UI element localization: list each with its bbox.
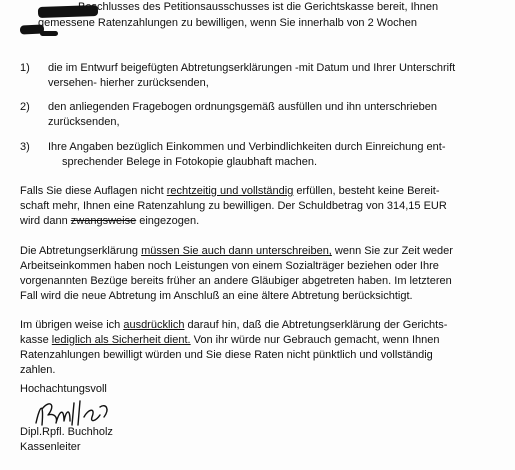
text-run: kasse [20,334,52,346]
paragraph-line: vorgenannten Bezüge bereits früher an andere Gläubiger abgetreten haben. Im letzteren [20,275,452,287]
signer-name: Dipl.Rpfl. Buchholz [20,426,113,438]
security-paragraph [20,318,447,378]
list-item-number: 1) [20,62,30,74]
struck-text: zwangsweise [70,215,137,227]
list-item-text: die im Entwurf beigefügten Abtretungserklärungen -mit Datum und Ihrer Unterschrift [48,62,456,74]
text-run: erfüllen, besteht keine Bereit- [293,185,440,197]
paragraph-line [20,318,447,333]
paragraph-line [20,244,453,259]
text-run: Die Abtretungserklärung [20,245,142,257]
text-run: wird dann [20,215,71,227]
paragraph-line: schaft mehr, Ihnen eine Ratenzahlung zu bewilligen. Der Schuldbetrag von 314,15 EUR [20,200,447,212]
text-run: eingezogen. [136,215,200,227]
closing-salutation: Hochachtungsvoll [20,383,107,395]
paragraph-line [20,184,447,199]
paragraph-line: zahlen. [20,364,56,376]
text-run: Falls Sie diese Auflagen nicht [20,185,167,197]
list-item-text: versehen- hierher zurücksenden, [48,77,209,89]
conditions-paragraph [20,184,447,229]
text-run: Von ihr würde nur Gebrauch gemacht, wenn Ihnen [190,334,440,346]
list-item-text: Ihre Angaben bezüglich Einkommen und Verbindlichkeiten durch Einreichung ent- [48,141,446,153]
text-run: wenn Sie zur Zeit weder [331,245,453,257]
list-item-text: den anliegenden Fragebogen ordnungsgemäß ausfüllen und ihn unterschrieben [48,101,437,113]
list-item-text: zurücksenden, [48,116,120,128]
intro-line: gemessene Ratenzahlungen zu bewilligen, wenn Sie innerhalb von 2 Wochen [38,17,417,29]
paragraph-line [20,214,447,229]
paragraph-line: Arbeitseinkommen haben noch Leistungen von einem Sozialträger beziehen oder Ihre [20,260,439,272]
list-item-number: 3) [20,141,30,153]
underlined-text: lediglich als Sicherheit dient. [51,334,191,346]
text-run: darauf hin, daß die Abtretungserklärung der Gerichts- [184,319,448,331]
paragraph-line: Ratenzahlungen bewilligt würden und Sie diese Raten nicht pünktlich und vollständig [20,349,433,361]
intro-line: Beschlusses des Petitionsausschusses ist die Gerichtskasse bereit, Ihnen [78,1,439,13]
signer-role: Kassenleiter [20,441,81,453]
assignment-paragraph [20,244,453,304]
list-item-text: sprechender Belege in Fotokopie glaubhaft machen. [62,156,318,168]
underlined-text: rechtzeitig und vollständig [166,185,294,197]
paragraph-line [20,333,447,348]
list-item-number: 2) [20,101,30,113]
text-run: Im übrigen weise ich [20,319,124,331]
underlined-text: müssen Sie auch dann unterschreiben, [141,245,332,257]
paragraph-line: Fall wird die neue Abtretung im Anschluß an eine ältere Abtretung berücksichtigt. [20,290,413,302]
redaction-mark [40,31,58,36]
underlined-text: ausdrücklich [123,319,185,331]
